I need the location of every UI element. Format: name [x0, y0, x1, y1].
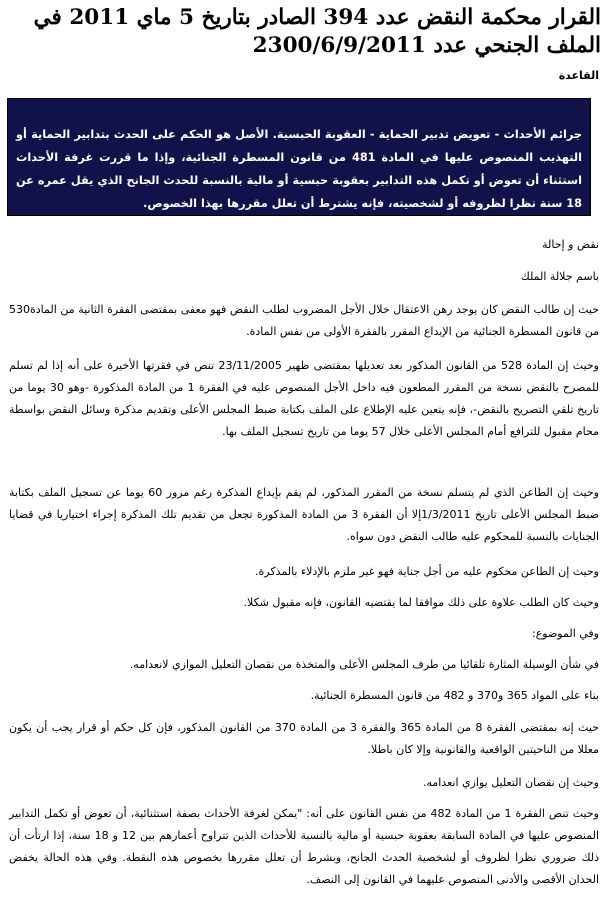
- paragraph-5: وحيث كان الطلب علاوة على ذلك موافقا لما يقتضيه القانون، فإنه مقبول شكلا.: [243, 596, 599, 609]
- paragraph-2: وحيث إن المادة 528 من القانون المذكور بعد تعديلها بمقتضى ظهير 23/11/2005 تنص في فقرتها الأخيرة على أنه إذا لم تسلم للمصرح بالنقض نسخة من المقرر المطعون فيه داخل الأجل المنصوص عليه في الفقرة 1 من المادة المذكورة -وهو 30 يوما من تاريخ تلقي التصريح بالنقض-، فإنه يتعين عليه الإطلاع على الملف بكتابة ضبط المجلس الأعلى وتقديم مذكرة وسائل النقض بواسطة محام مقبول للترافع أمام المجلس الأعلى خلال 57 يوما من تاريخ تسجيل الملف بها.: [9, 359, 599, 438]
- royal-invocation: باسم جلالة الملك: [520, 270, 599, 283]
- paragraph-4: وحيث إن الطاعن محكوم عليه من أجل جناية فهو غير ملزم بالإدلاء بالمذكرة.: [255, 565, 599, 578]
- summary-text: جرائم الأحداث - تعويض تدبير الحماية - العقوبة الحبسية. الأصل هو الحكم على الحدث بتدابير الحماية أو التهذيب المنصوص عليها في المادة 481 من قانون المسطرة الجنائية، وإذا ما قررت غرفة الأحداث استثناء أن تعوض أو تكمل هذه التدابير بعقوبة حبسية أو مالية بالنسبة للحدث الجانح الذي يقل عمره عن 18 سنة نظرا لظروفه أو لشخصيته، فإنه يشترط أن تعلل مقررها بهذا الخصوص.: [16, 128, 582, 210]
- paragraph-6: في شأن الوسيلة المثارة تلقائيا من طرف المجلس الأعلى والمتخذة من نقصان التعليل الموازي لانعدامه.: [129, 658, 599, 671]
- merits-heading: وفي الموضوع:: [532, 627, 599, 640]
- paragraph-3: وحيث إن الطاعن الذي لم يتسلم نسخة من المقرر المذكور، لم يقم بإيداع المذكرة رغم مرور 60 يوما عن تسجيل الملف بكتابة ضبط المجلس الأعلى تاريخ 1/3/2011إلا أن الفقرة 3 من المادة المذكورة تجعل من تقديم تلك المذكرة إجراء اختياريا في قضايا الجنايات بالنسبة للمحكوم عليه طالب النقض دون سواه.: [9, 486, 599, 543]
- legal-basis: بناء على المواد 365 و370 و 482 من قانون المسطرة الجنائية.: [310, 689, 599, 702]
- paragraph-1: حيث إن طالب النقض كان يوجد رهن الاعتقال خلال الأجل المضروب لطلب النقض فهو معفى بمقتضى الفقرة الثانية من المادة530 من قانون المسطرة الجنائية من الإيداع المقرر بالفقرة الأولى من نفس المادة.: [9, 303, 599, 338]
- paragraph-8: وحيث إن نقصان التعليل يوازي انعدامه.: [422, 776, 599, 789]
- document-title: القرار محكمة النقض عدد 394 الصادر بتاريخ 5 ماي 2011 في الملف الجنحي عدد 2300/6/9/2011: [33, 5, 601, 58]
- paragraph-7: حيث إنه بمقتضى الفقرة 8 من المادة 365 والفقرة 3 من المادة 370 من القانون المذكور، فإن كل حكم أو قرار يجب أن يكون معللا من الناحيتين الواقعية والقانونية وإلا كان باطلا.: [9, 721, 599, 756]
- summary-box: [7, 98, 591, 216]
- paragraph-9: وحيث تنص الفقرة 1 من المادة 482 من نفس القانون على أنه: "يمكن لغرفة الأحداث بصفة استثنائية، أن تعوض أو تكمل التدابير المنصوص عليها في المادة السابقة بعقوبة حبسية أو مالية بالنسبة للأحداث الذين تتراوح أعمارهم بين 12 و 18 سنة، إذا ارتأت أن ذلك ضروري نظرا لظروف أو لشخصية الحدث الجانح، وبشرط أن تعلل مقررها بخصوص هذه النقطة. وفي هذه الحالة يخفض الحدان الأقصى والأدنى المنصوص عليهما في القانون إلى النصف.: [9, 807, 599, 886]
- ruling-result: نقض و إحالة: [542, 238, 599, 251]
- rule-heading: القاعدة: [558, 69, 599, 82]
